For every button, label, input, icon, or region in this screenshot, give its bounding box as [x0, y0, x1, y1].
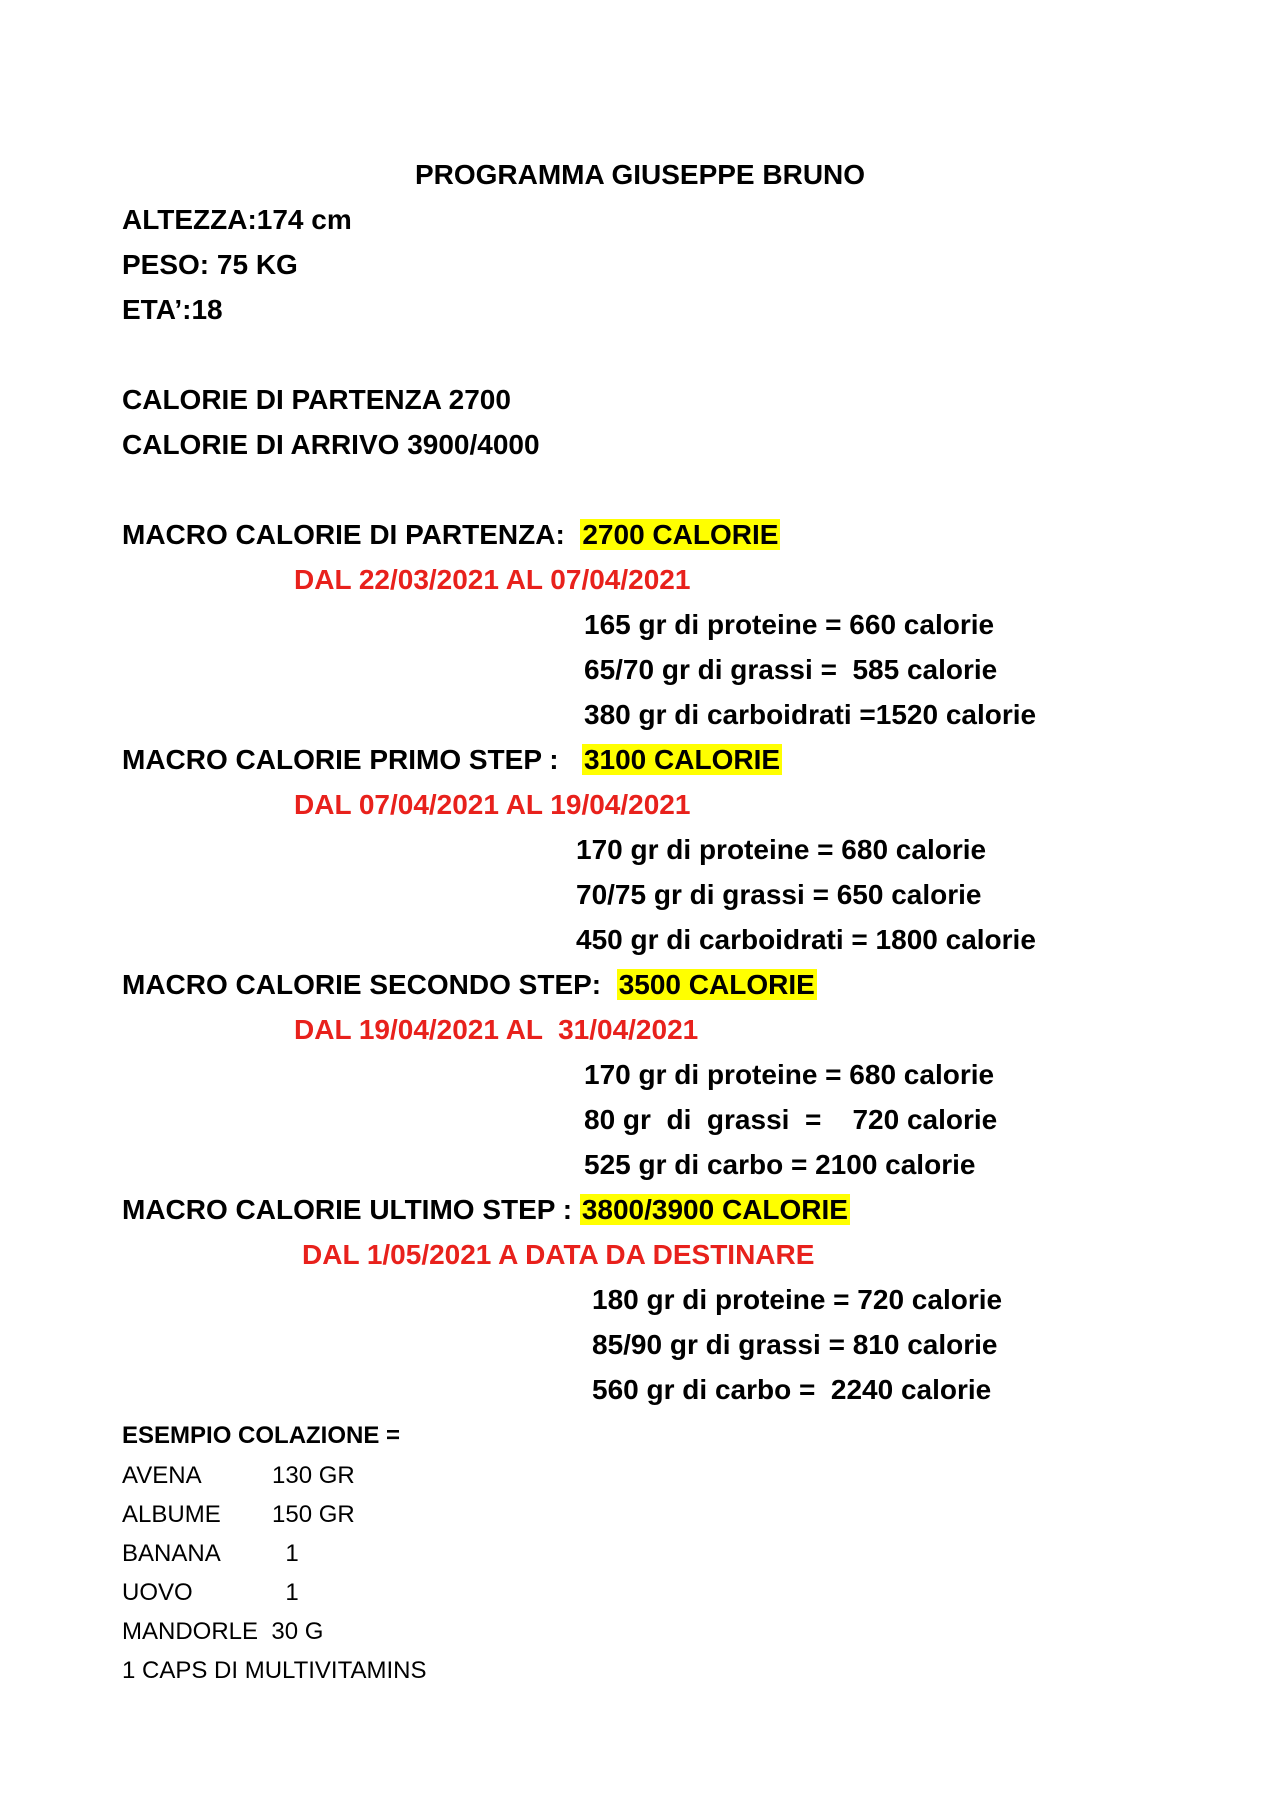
breakfast-item-qty: 1 — [272, 1579, 299, 1606]
breakfast-item-name: BANANA — [122, 1540, 221, 1567]
breakfast-item — [122, 1539, 299, 1569]
macro-line: 380 gr di carboidrati =1520 calorie — [584, 699, 1037, 730]
phase-dates: DAL 22/03/2021 AL 07/04/2021 — [294, 564, 691, 595]
phase-heading — [122, 518, 780, 552]
calorie-partenza-line: CALORIE DI PARTENZA 2700 — [122, 384, 511, 415]
phase-heading — [122, 1193, 850, 1227]
phase-total-highlight: 2700 CALORIE — [582, 519, 779, 550]
macro-line: 170 gr di proteine = 680 calorie — [576, 834, 987, 865]
macro-line: 165 gr di proteine = 660 calorie — [584, 609, 995, 640]
breakfast-mandorle: MANDORLE 30 G — [122, 1618, 324, 1645]
breakfast-item-name: AVENA — [122, 1462, 202, 1489]
macro-line: 180 gr di proteine = 720 calorie — [592, 1284, 1003, 1315]
macro-line: 85/90 gr di grassi = 810 calorie — [592, 1329, 998, 1360]
breakfast-item — [122, 1500, 355, 1530]
macro-line: 560 gr di carbo = 2240 calorie — [592, 1374, 992, 1405]
macro-line: 80 gr di grassi = 720 calorie — [584, 1104, 998, 1135]
peso-line: PESO: 75 KG — [122, 249, 298, 280]
phase-dates: DAL 1/05/2021 A DATA DA DESTINARE — [302, 1239, 815, 1270]
eta-line: ETA’:18 — [122, 294, 223, 325]
breakfast-item — [122, 1578, 299, 1608]
macro-line: 65/70 gr di grassi = 585 calorie — [584, 654, 998, 685]
macro-line: 450 gr di carboidrati = 1800 calorie — [576, 924, 1036, 955]
phase-label: MACRO CALORIE ULTIMO STEP : — [122, 1194, 580, 1225]
altezza-line: ALTEZZA:174 cm — [122, 204, 352, 235]
phase-dates: DAL 19/04/2021 AL 31/04/2021 — [294, 1014, 699, 1045]
phase-label: MACRO CALORIE PRIMO STEP : — [122, 744, 582, 775]
phase-dates: DAL 07/04/2021 AL 19/04/2021 — [294, 789, 691, 820]
macro-line: 170 gr di proteine = 680 calorie — [584, 1059, 995, 1090]
breakfast-item-qty: 130 GR — [272, 1462, 355, 1489]
breakfast-multivitamins: 1 CAPS DI MULTIVITAMINS — [122, 1657, 427, 1684]
phase-heading — [122, 968, 817, 1002]
page-title: PROGRAMMA GIUSEPPE BRUNO — [414, 159, 866, 190]
phase-total-highlight: 3800/3900 CALORIE — [581, 1194, 848, 1225]
breakfast-item-qty: 150 GR — [272, 1501, 355, 1528]
breakfast-heading: ESEMPIO COLAZIONE = — [122, 1422, 401, 1449]
calorie-arrivo-line: CALORIE DI ARRIVO 3900/4000 — [122, 429, 540, 460]
breakfast-item-name: UOVO — [122, 1579, 193, 1606]
breakfast-item-qty: 1 — [272, 1540, 299, 1567]
macro-line: 70/75 gr di grassi = 650 calorie — [576, 879, 982, 910]
phase-label: MACRO CALORIE SECONDO STEP: — [122, 969, 617, 1000]
macro-line: 525 gr di carbo = 2100 calorie — [584, 1149, 976, 1180]
phase-label: MACRO CALORIE DI PARTENZA: — [122, 519, 581, 550]
phase-total-highlight: 3500 CALORIE — [618, 969, 815, 1000]
phase-total-highlight: 3100 CALORIE — [583, 744, 781, 775]
phase-heading — [122, 743, 782, 777]
breakfast-item — [122, 1461, 355, 1491]
breakfast-item-name: ALBUME — [122, 1501, 221, 1528]
